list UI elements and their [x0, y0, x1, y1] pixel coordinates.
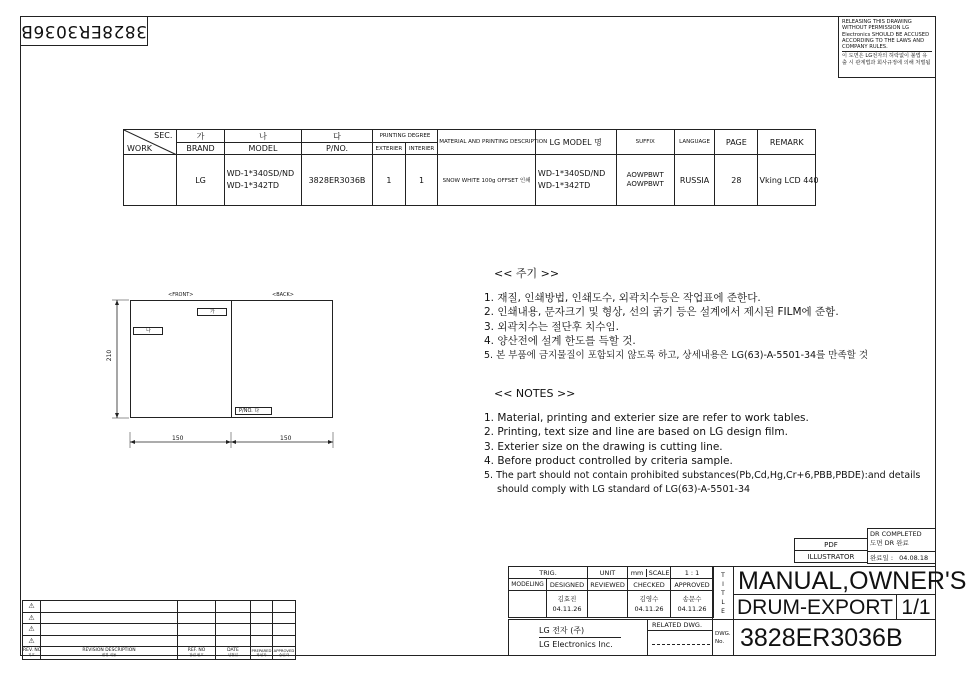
related-dwg-dashes: [652, 644, 710, 645]
revision-table: [22, 600, 296, 660]
approval-table: [508, 566, 714, 618]
rev-desc-2: [41, 612, 178, 624]
title-letter-column: [712, 566, 734, 620]
layout-drawing: [100, 290, 350, 450]
unit-cell: [628, 567, 671, 579]
lg-model-header: LG MODEL 명: [535, 130, 616, 155]
note-en-5: 5. The part should not contain prohibited substances(Pb,Cd,Hg,Cr+6,PBB,PBDE):and details: [484, 469, 921, 481]
note-en-1: 1. Material, printing and exterier size are refer to work tables.: [484, 411, 809, 424]
pno-value: 3828ER3036B: [302, 155, 373, 206]
reviewed-label: REVIEWED: [588, 579, 628, 591]
work-label: WORK: [127, 144, 153, 153]
approved-label: APPROVED: [671, 579, 714, 591]
dr-date-value: 04.08.18: [899, 554, 929, 562]
rev-no-header: REV. NO 기호: [23, 647, 41, 660]
approved-sign: 송문수 04.11.26: [671, 591, 714, 618]
suffix-value-1: AOWPBWT: [626, 171, 664, 179]
suffix-value-2: AOWPBWT: [626, 180, 664, 188]
title-letter-2: I: [722, 581, 724, 588]
dr-completed-cell: [867, 528, 936, 552]
rev-mark-2: ⚠: [23, 612, 41, 624]
lg-model-value-2: WD-1*342TD: [537, 181, 591, 190]
note-en-2: 2. Printing, text size and line are based on LG design film.: [484, 426, 788, 438]
modeling-label: MODELING: [509, 579, 547, 591]
work-cell: [124, 155, 177, 206]
material-value: SNOW WHITE 100g OFFSET 인쇄: [438, 155, 536, 206]
rev-mark-4: ⚠: [23, 635, 41, 647]
title-line-1: [733, 566, 966, 595]
dwg-no-label-cell: [712, 619, 734, 656]
note-en-4: 4. Before product controlled by criteria sample.: [484, 455, 733, 467]
front-label: <FRONT>: [168, 292, 194, 298]
page-header: PAGE: [715, 130, 758, 155]
remark-value: Vking LCD 440: [758, 155, 816, 206]
exterier-value: 1: [372, 155, 405, 206]
brand-box-ga-label: 가: [210, 309, 215, 315]
drawing-title-1: MANUAL,OWNER'S: [738, 567, 966, 595]
width-right-dimension: 150: [280, 435, 292, 442]
col-da: 다: [302, 130, 373, 143]
dwg-number: 3828ER3036B: [740, 624, 903, 652]
ref-no-header: REF. NO 관련 번호: [178, 647, 216, 660]
sec-work-cell: [124, 130, 177, 155]
notes-korean: [484, 267, 868, 363]
note-ko-4: 4. 양산전에 설계 한도를 득할 것.: [484, 335, 636, 347]
note-ko-5: 5. 본 부품에 금지물질이 포함되지 않도록 하고, 상세내용은 LG(63)-A-5501-34를 만족할 것: [484, 349, 869, 361]
note-ko-1: 1. 재질, 인쇄방법, 인쇄도수, 외곽치수등은 작업표에 준한다.: [484, 291, 761, 304]
note-ko-3: 3. 외곽치수는 절단후 치수임.: [484, 320, 619, 333]
rev-mark-3: ⚠: [23, 624, 41, 636]
sheet-cell: [896, 594, 936, 620]
dr-completed-ko: 도면 DR 완료: [870, 539, 909, 547]
checked-label: CHECKED: [628, 579, 671, 591]
related-dwg-cell: [647, 619, 713, 656]
designed-sign: 김효진 04.11.26: [547, 591, 588, 618]
pdf-label: PDF: [824, 541, 838, 549]
interier-header: INTERIER: [405, 143, 437, 155]
dr-date-label: 완료일 :: [870, 554, 894, 562]
scale-value: 1 : 1: [671, 567, 714, 579]
lg-model-value: [535, 155, 616, 206]
rev-desc-header: REVISION DESCRIPTION 변경 내용: [41, 647, 178, 660]
suffix-header: SUFFIX: [616, 130, 674, 155]
company-cell: [508, 619, 648, 656]
interier-value: 1: [405, 155, 437, 206]
reviewed-sign: [588, 591, 628, 618]
title-line-2: [733, 594, 897, 620]
title-letter-1: T: [721, 572, 725, 579]
date-header: DATE 년월일: [216, 647, 251, 660]
note-en-3: 3. Exterier size on the drawing is cutting line.: [484, 440, 723, 453]
dr-completed-label: DR COMPLETED: [870, 530, 922, 538]
rev-mark-1: ⚠: [23, 601, 41, 613]
brand-header: BRAND: [177, 143, 224, 155]
related-dwg-label: RELATED DWG.: [652, 621, 703, 629]
language-header: LANGUAGE: [674, 130, 714, 155]
dimension-lines: [100, 290, 350, 450]
note-ko-2: 2. 인쇄내용, 문자크기 및 형상, 선의 굵기 등은 설계에서 제시된 FILM에 준함.: [484, 306, 839, 318]
language-value: RUSSIA: [674, 155, 714, 206]
exterier-header: EXTERIER: [372, 143, 405, 155]
pno-box-da-label: P/NO. 다: [239, 408, 260, 414]
spec-table: [123, 129, 819, 206]
dwg-no-label-1: DWG.: [715, 631, 731, 637]
width-left-dimension: 150: [172, 435, 184, 442]
release-notice-ko: 이 도면은 LG전자의 허락없이 불법 유출 시 관계법과 회사규정에 의해 처벌됨: [842, 53, 931, 66]
prepared-header: PREPARED 작성자: [251, 647, 273, 660]
suffix-value: [616, 155, 674, 206]
back-label: <BACK>: [272, 292, 294, 298]
brand-value: LG: [177, 155, 224, 206]
model-box-na-label: 나: [146, 328, 151, 334]
model-value: [224, 155, 302, 206]
company-en: LG Electronics Inc.: [539, 640, 613, 649]
release-notice-en: RELEASING THIS DRAWING WITHOUT PERMISSION LG Electronics SHOULD BE ACCUSED ACCORDING TO THE LAWS AND COMPANY RULES.: [842, 19, 930, 51]
company-divider: [539, 637, 621, 638]
scale-label: SCALE: [648, 568, 670, 577]
illustrator-cell: [794, 550, 868, 563]
sheet-number: 1/1: [901, 596, 931, 619]
rev-desc-1: [41, 601, 178, 613]
dr-date-cell: [867, 551, 936, 564]
mirrored-part-number: 3828ER3036B: [20, 16, 148, 46]
page-value: 28: [715, 155, 758, 206]
pno-header: P/NO.: [302, 143, 373, 155]
height-dimension: 210: [106, 349, 114, 362]
model-value-2: WD-1*342TD: [226, 181, 280, 190]
dwg-no-label-2: No.: [715, 639, 725, 645]
illustrator-label: ILLUSTRATOR: [807, 553, 855, 561]
lg-model-value-1: WD-1*340SD/ND: [537, 169, 606, 178]
printing-degree-header: PRINTING DEGREE: [372, 130, 437, 143]
material-desc-header: MATERIAL AND PRINTING DESCRIPTION: [438, 130, 536, 155]
remark-header: REMARK: [758, 130, 816, 155]
unit-label: UNIT: [588, 567, 628, 579]
checked-sign: 김영수 04.11.26: [628, 591, 671, 618]
related-dwg-divider: [648, 630, 713, 631]
notes-english-heading: << NOTES >>: [494, 387, 576, 400]
dr-block: [794, 528, 936, 566]
rev-desc-3: [41, 624, 178, 636]
title-letter-3: T: [721, 590, 725, 597]
dwg-no-cell: [733, 619, 936, 656]
title-letter-5: E: [721, 608, 725, 615]
company-ko: LG 전자 (주): [539, 626, 585, 635]
col-na: 나: [224, 130, 302, 143]
release-notice: [838, 16, 936, 78]
model-header: MODEL: [224, 143, 302, 155]
notes-english: [484, 387, 920, 498]
col-ga: 가: [177, 130, 224, 143]
note-en-5-cont: should comply with LG standard of LG(63)-A-5501-34: [497, 484, 751, 495]
drawing-title-2: DRUM-EXPORT: [737, 596, 893, 619]
title-letter-4: L: [721, 599, 725, 606]
sec-label: SEC.: [154, 131, 173, 140]
approved-header: APPROVED 승인자: [273, 647, 296, 660]
designed-label: DESIGNED: [547, 579, 588, 591]
notes-korean-heading: << 주기 >>: [494, 267, 560, 280]
model-value-1: WD-1*340SD/ND: [226, 169, 295, 178]
trig-label: TRIG.: [509, 567, 588, 579]
rev-desc-4: [41, 635, 178, 647]
unit-value: mm: [629, 569, 647, 577]
modeling-sign: [509, 591, 547, 618]
